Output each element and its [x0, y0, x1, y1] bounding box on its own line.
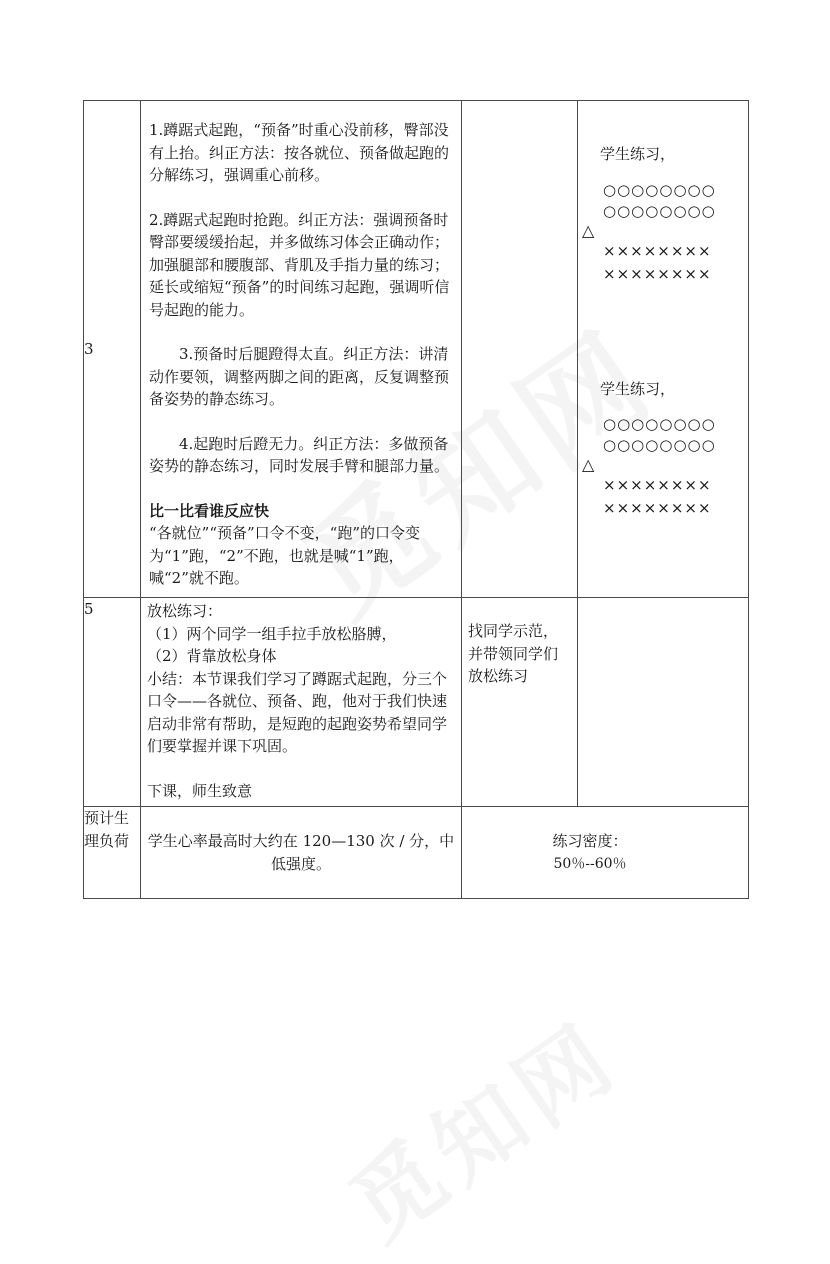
- relax-content-cell: [141, 598, 462, 807]
- relax-step-1: （1）两个同学一组手拉手放松胳膊，: [147, 624, 397, 643]
- error-item-1: 1.蹲踞式起跑，“预备”时重心没前移，臀部没有上抬。纠正方法：按各就位、预备做起跑的分解练习，强调重心前移。: [149, 121, 450, 184]
- watermark-bottom: [320, 986, 640, 1264]
- load-label: 预计生理负荷: [84, 807, 141, 899]
- student-row-circles: ○○○○○○○○: [603, 201, 716, 220]
- density-value: 50％--60％: [553, 855, 627, 872]
- student-row-circles: ○○○○○○○○: [603, 436, 716, 454]
- class-dismiss: 下课，师生致意: [147, 781, 253, 800]
- student-row-circles: ○○○○○○○○: [603, 415, 716, 433]
- teacher-triangle-icon: △: [582, 220, 595, 240]
- formation-cell: [578, 598, 749, 807]
- teacher-guidance-cell: [462, 101, 578, 598]
- teacher-guidance-cell: [462, 598, 578, 807]
- error-item-4: 4.起跑时后蹬无力。纠正方法：多做预备姿势的静态练习，同时发展手臂和腿部力量。: [149, 434, 450, 475]
- student-row-crosses: ××××××××: [603, 264, 712, 283]
- formation-cell: [578, 101, 749, 598]
- student-row-crosses: ××××××××: [603, 241, 712, 260]
- drill-title: 学生练习，: [600, 379, 676, 398]
- density-label: 练习密度：: [552, 832, 628, 850]
- drill-title: 学生练习，: [600, 145, 676, 163]
- student-row-crosses: ××××××××: [603, 499, 712, 517]
- teacher-triangle-icon: △: [582, 455, 595, 474]
- lesson-plan-table: [83, 100, 749, 899]
- section-number: 3: [84, 101, 141, 598]
- error-item-2: 2.蹲踞式起跑时抢跑。纠正方法：强调预备时臀部要缓缓抬起，并多做练习体会正确动作；加强腿部和腰腹部、背肌及手指力量的练习；延长或缩短“预备”的时间练习起跑，强调听信号起跑的能力。: [149, 210, 450, 319]
- table-row-load: [84, 807, 749, 899]
- table-row-section-3: [84, 101, 749, 598]
- density-cell: [462, 807, 749, 899]
- guide-text: 找同学示范，并带领同学们放松练习: [468, 622, 559, 685]
- section-number: 5: [84, 598, 141, 807]
- error-item-3: 3.预备时后腿蹬得太直。纠正方法：讲清动作要领，调整两脚之间的距离，反复调整预备姿势的静态练习。: [149, 345, 450, 408]
- teaching-content-cell: [141, 101, 462, 598]
- student-row-crosses: ××××××××: [603, 476, 712, 494]
- student-row-circles: ○○○○○○○○: [603, 180, 716, 199]
- game-title: 比一比看谁反应快: [149, 501, 270, 520]
- lesson-summary: 小结：本节课我们学习了蹲踞式起跑，分三个口令——各就位、预备、跑，他对于我们快速启动非常有帮助，是短跑的起跑姿势希望同学们要掌握并课下巩固。: [147, 669, 448, 755]
- relax-step-2: （2）背靠放松身体: [147, 647, 277, 665]
- game-text: “各就位”“预备”口令不变，“跑”的口令变为“1”跑，“2”不跑，也就是喊“1”跑，喊“2”就不跑。: [149, 524, 421, 587]
- relax-title: 放松练习：: [147, 602, 223, 620]
- table-row-section-5: [84, 598, 749, 807]
- heart-rate-text: 学生心率最高时大约在 120—130 次 / 分，中低强度。: [141, 807, 462, 899]
